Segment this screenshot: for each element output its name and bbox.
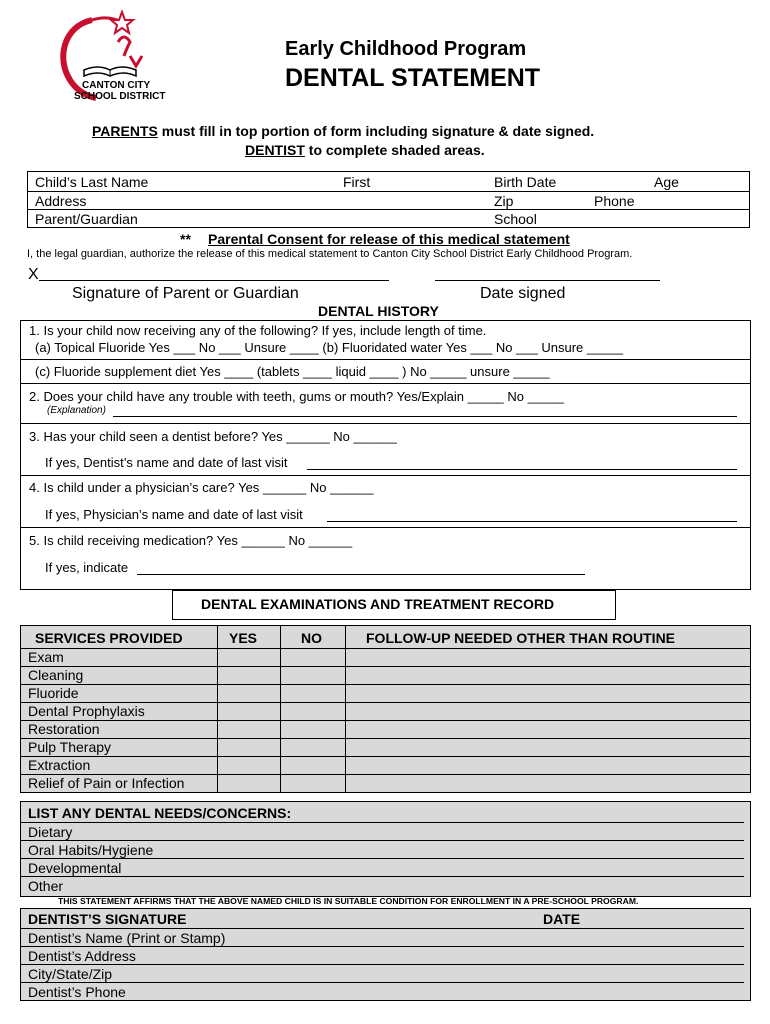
services-header: SERVICES PROVIDED <box>35 630 183 646</box>
instructions-line2 <box>245 142 485 158</box>
service-exam: Exam <box>28 649 64 665</box>
logo-text-line1: CANTON CITY <box>82 80 151 91</box>
signature-label: Signature of Parent or Guardian <box>72 285 299 302</box>
physician-visit-line[interactable] <box>327 521 737 522</box>
parents-emphasis: PARENTS <box>92 123 158 139</box>
medication-line[interactable] <box>137 574 585 575</box>
dentist-date-label[interactable]: DATE <box>543 911 581 927</box>
service-restoration: Restoration <box>28 721 100 737</box>
explanation-line[interactable] <box>113 416 737 417</box>
child-first-name-field[interactable]: First <box>343 174 371 190</box>
consent-stars: ** <box>180 231 191 247</box>
school-field[interactable]: School <box>494 211 537 227</box>
question-1a[interactable]: (a) Topical Fluoride Yes ___ No ___ Unsure ____ (b) Fluoridated water Yes ___ No ___ Unsure _____ <box>35 340 624 355</box>
logo-text-line2: SCHOOL DISTRICT <box>74 91 166 102</box>
dentist-phone-field[interactable]: Dentist’s Phone <box>28 984 126 1000</box>
date-signed-line[interactable] <box>435 280 660 281</box>
date-signed-label: Date signed <box>480 285 566 302</box>
district-logo <box>52 8 164 108</box>
dentist-city-field[interactable]: City/State/Zip <box>28 966 113 982</box>
question-5-followup: If yes, indicate <box>45 560 129 575</box>
consent-heading: Parental Consent for release of this medical statement <box>208 231 570 247</box>
question-3[interactable]: 3. Has your child seen a dentist before? Yes ______ No ______ <box>29 429 397 444</box>
affirmation-statement: THIS STATEMENT AFFIRMS THAT THE ABOVE NAMED CHILD IS IN SUITABLE CONDITION FOR ENROLLMENT IN A PRE-SCHOOL PROGRAM. <box>58 896 639 906</box>
treatment-title: DENTAL EXAMINATIONS AND TREATMENT RECORD <box>201 596 555 612</box>
form-title: DENTAL STATEMENT <box>285 64 541 92</box>
service-prophylaxis: Dental Prophylaxis <box>28 703 145 719</box>
question-2[interactable]: 2. Does your child have any trouble with teeth, gums or mouth? Yes/Explain _____ No _____ <box>29 389 564 404</box>
child-last-name-field[interactable]: Child’s Last Name <box>35 174 149 190</box>
yes-header: YES <box>229 630 258 646</box>
followup-header: FOLLOW-UP NEEDED OTHER THAN ROUTINE <box>366 630 676 646</box>
dental-needs-box <box>20 801 751 897</box>
instructions-line1 <box>92 123 594 139</box>
birth-date-field[interactable]: Birth Date <box>494 174 557 190</box>
need-other[interactable]: Other <box>28 878 64 894</box>
parent-guardian-field[interactable]: Parent/Guardian <box>35 211 138 227</box>
need-developmental[interactable]: Developmental <box>28 860 122 876</box>
question-3-followup: If yes, Dentist’s name and date of last visit <box>45 455 288 470</box>
dentist-signature-label[interactable]: DENTIST’S SIGNATURE <box>28 911 187 927</box>
instructions-line2-text: to complete shaded areas. <box>304 142 485 158</box>
dentist-box <box>20 908 751 1001</box>
question-5[interactable]: 5. Is child receiving medication? Yes ______ No ______ <box>29 533 353 548</box>
dentist-emphasis: DENTIST <box>245 142 305 158</box>
dental-history-title: DENTAL HISTORY <box>318 303 439 319</box>
service-cleaning: Cleaning <box>28 667 84 683</box>
address-field[interactable]: Address <box>35 193 87 209</box>
question-2-explanation-label: (Explanation) <box>47 405 106 416</box>
age-field[interactable]: Age <box>654 174 679 190</box>
need-oral-habits[interactable]: Oral Habits/Hygiene <box>28 842 154 858</box>
question-4-followup: If yes, Physician’s name and date of last visit <box>45 507 303 522</box>
dentist-address-field[interactable]: Dentist’s Address <box>28 948 136 964</box>
dentist-name-field[interactable]: Dentist’s Name (Print or Stamp) <box>28 930 226 946</box>
consent-text: I, the legal guardian, authorize the release of this medical statement to Canton City School District Early Childhood Program. <box>27 248 633 260</box>
service-fluoride: Fluoride <box>28 685 79 701</box>
dentist-visit-line[interactable] <box>307 469 737 470</box>
phone-field[interactable]: Phone <box>594 193 635 209</box>
dental-needs-title: LIST ANY DENTAL NEEDS/CONCERNS: <box>28 805 292 821</box>
parent-signature-line[interactable] <box>39 280 389 281</box>
zip-field[interactable]: Zip <box>494 193 514 209</box>
treatment-title-box <box>172 590 616 620</box>
question-1c[interactable]: (c) Fluoride supplement diet Yes ____ (tablets ____ liquid ____ ) No _____ unsure _____ <box>35 364 550 379</box>
program-title: Early Childhood Program <box>285 38 527 60</box>
need-dietary[interactable]: Dietary <box>28 824 73 840</box>
service-pulp-therapy: Pulp Therapy <box>28 739 112 755</box>
child-info-box <box>27 171 750 228</box>
signature-x-mark: X <box>28 266 39 283</box>
question-4[interactable]: 4. Is child under a physician’s care? Yes ______ No ______ <box>29 480 374 495</box>
service-extraction: Extraction <box>28 757 91 773</box>
instructions-line1-text: must fill in top portion of form including signature & date signed. <box>157 123 595 139</box>
history-box <box>20 320 751 590</box>
services-table <box>20 625 751 793</box>
no-header: NO <box>301 630 322 646</box>
question-1: 1. Is your child now receiving any of the following? If yes, include length of time. <box>29 323 487 338</box>
service-relief: Relief of Pain or Infection <box>28 775 185 791</box>
